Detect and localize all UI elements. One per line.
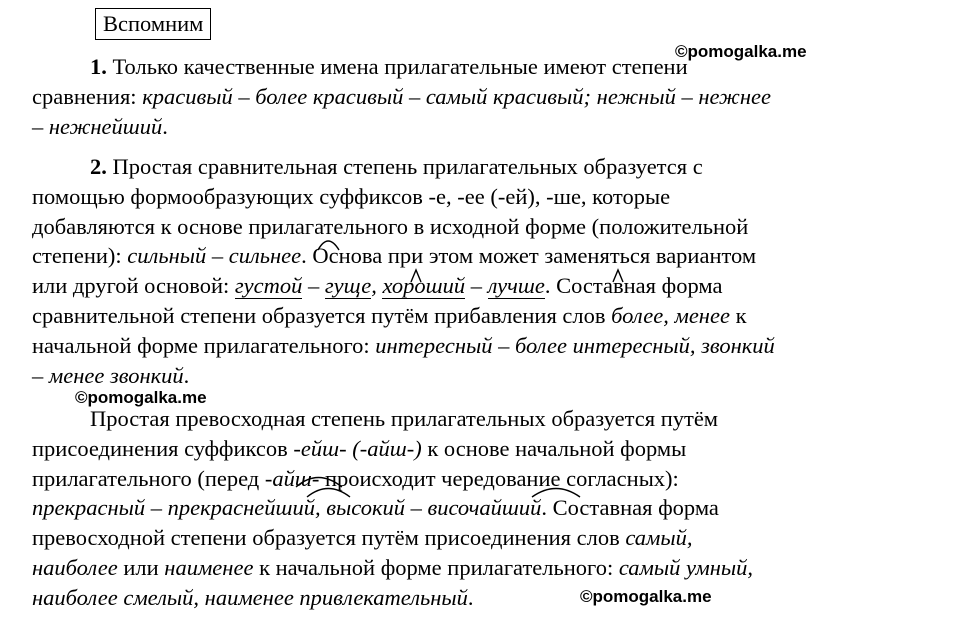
watermark: ©pomogalka.me <box>75 388 207 407</box>
p3-line-2: присоединения суффиксов -ейш- (-айш-) к основе начальной формы <box>32 436 687 461</box>
p3-line-6: наиболее или наименее к начальной форме прилагательного: самый умный, <box>32 555 754 580</box>
p2-line-3: добавляются к основе прилагательного в исходной форме (положительной <box>32 214 749 239</box>
p3-line-1: Простая превосходная степень прилагательных образуется путём <box>90 406 719 431</box>
suffix-arc-mark <box>296 478 342 488</box>
section-heading: Вспомним <box>95 8 211 40</box>
watermark: ©pomogalka.me <box>580 587 712 606</box>
word-khoroshiy: хороший <box>382 273 466 298</box>
p2-line-4: степени): сильный – сильнее. Основа при этом может заменяться вариантом <box>32 243 757 268</box>
word-gustoy: густой <box>234 273 303 298</box>
p3-line-5: превосходной степени образуется путём присоединения слов самый, <box>32 525 693 550</box>
p1-line-3: – нежнейший. <box>32 114 168 139</box>
word-luchshe: лучше <box>487 273 545 298</box>
p2-line-5: или другой основой: густой – гуще, хороший – лучше. Составная форма <box>32 273 723 298</box>
suffix-arc-mark <box>613 270 623 282</box>
p2-line-8: – менее звонкий. <box>32 363 190 388</box>
word-gushche: гуще <box>324 273 372 298</box>
p3-line-3: прилагательного (перед -айш- происходит чередование согласных): <box>32 466 679 491</box>
p2-line-7: начальной форме прилагательного: интересный – более интересный, звонкий <box>32 333 775 358</box>
p1-line-1: 1. Только качественные имена прилагательные имеют степени <box>90 54 688 79</box>
watermark: ©pomogalka.me <box>675 42 807 61</box>
suffix-arc-mark <box>411 270 421 282</box>
suffix-arc-mark <box>532 489 580 498</box>
suffix-arc-mark <box>307 489 350 498</box>
p3-line-4: прекрасный – прекраснейший, высокий – височайший. Составная форма <box>32 495 719 520</box>
p3-line-7: наиболее смелый, наименее привлекательный. <box>32 585 474 610</box>
p2-line-6: сравнительной степени образуется путём прибавления слов более, менее к <box>32 303 747 328</box>
p1-line-2: сравнения: красивый – более красивый – самый красивый; нежный – нежнее <box>32 84 771 109</box>
p2-line-1: 2. Простая сравнительная степень прилагательных образуется с <box>90 154 703 179</box>
suffix-arc-mark <box>318 241 339 250</box>
p2-line-2: помощью формообразующих суффиксов -е, -ее (-ей), -ше, которые <box>32 184 671 209</box>
